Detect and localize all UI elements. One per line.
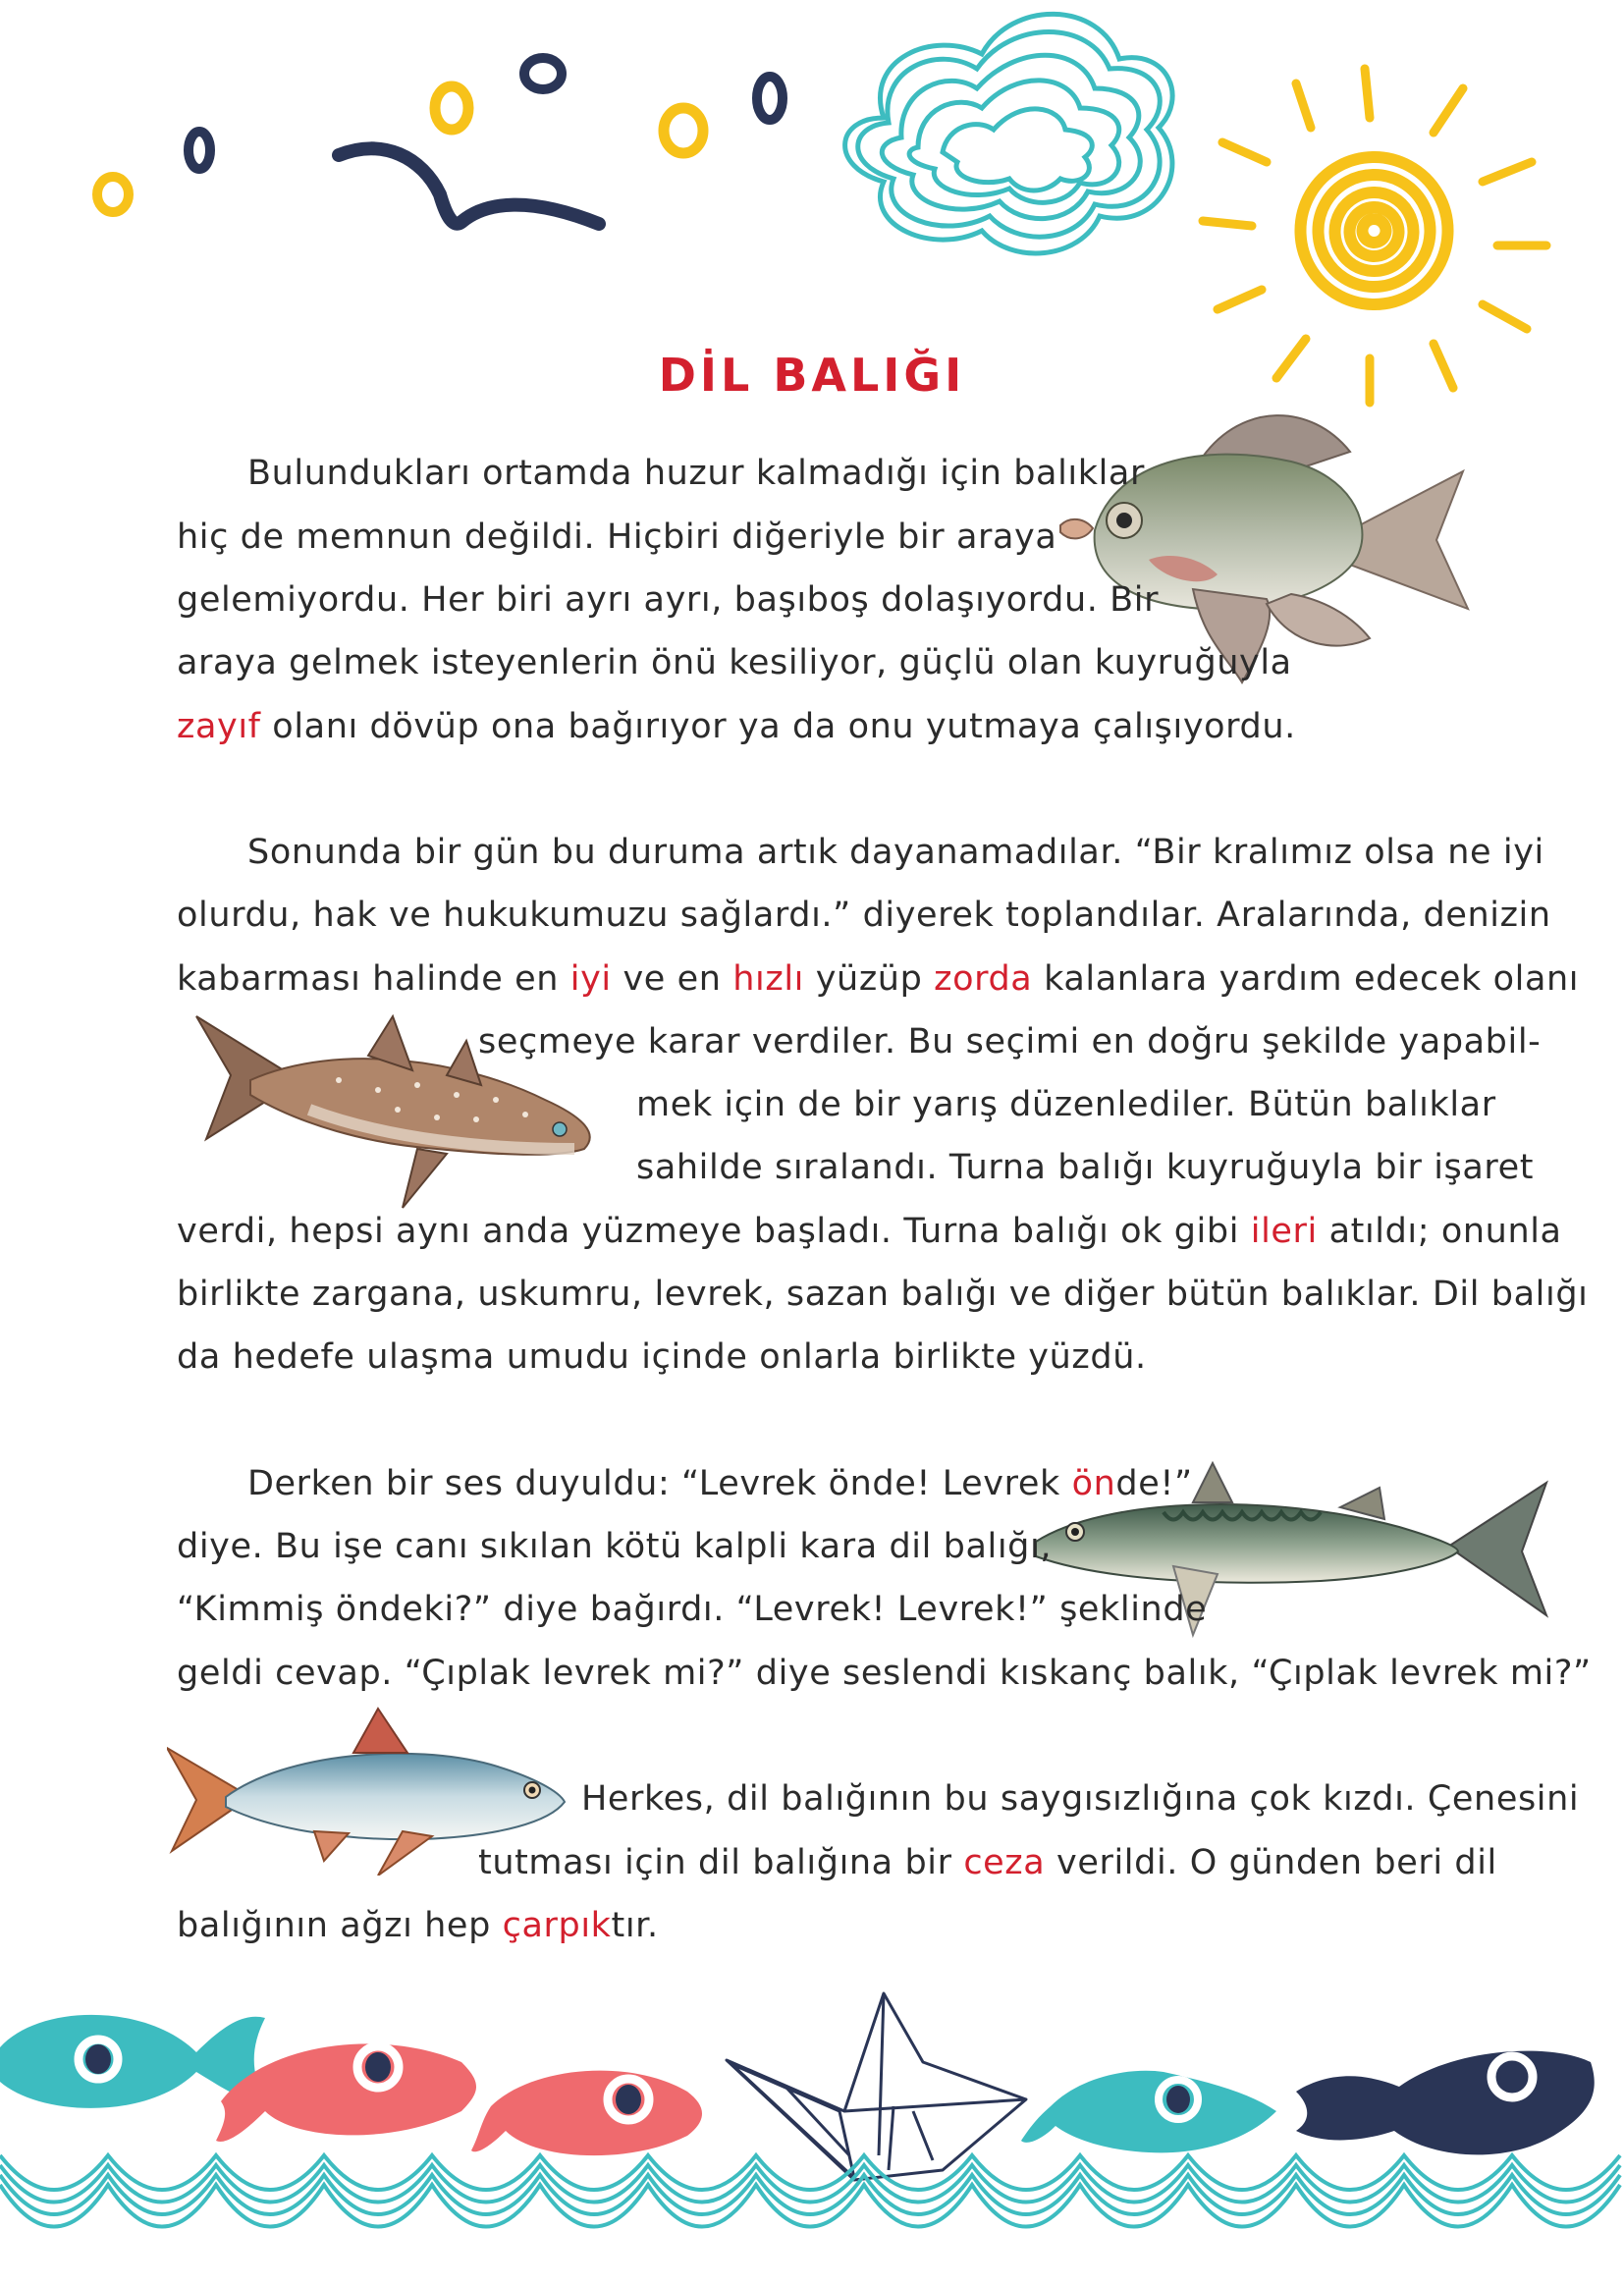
highlight-word: hızlı bbox=[732, 959, 804, 999]
highlight-word: çarpık bbox=[502, 1906, 612, 1945]
fish-icon bbox=[471, 2071, 702, 2156]
paragraph-3-line-7: balığının ağzı hep çarpıktır. bbox=[177, 1906, 659, 1945]
paper-boat-icon bbox=[727, 1993, 1026, 2180]
paragraph-2-line-4: seçmeye karar verdiler. Bu seçimi en doğru şekilde yapabil- bbox=[478, 1022, 1542, 1061]
paragraph-1-line-3: gelemiyordu. Her biri ayrı ayrı, başıboş dolaşıyordu. Bir bbox=[177, 580, 1160, 620]
paragraph-2-line-3: kabarması halinde en iyi ve en hızlı yüzüp zorda kalanlara yardım edecek olanı bbox=[177, 959, 1580, 999]
paragraph-3-line-4: geldi cevap. “Çıplak levrek mi?” diye seslendi kıskanç balık, “Çıplak levrek mi?” bbox=[177, 1654, 1592, 1693]
paragraph-1-line-4: araya gelmek isteyenlerin önü kesiliyor, güçlü olan kuyruğuyla bbox=[177, 643, 1292, 682]
highlight-word: ceza bbox=[963, 1843, 1046, 1882]
highlight-word: ön bbox=[1071, 1464, 1116, 1503]
wave-icon bbox=[0, 2155, 1620, 2227]
paragraph-2-line-6: sahilde sıralandı. Turna balığı kuyruğuyla bir işaret bbox=[636, 1148, 1535, 1187]
paragraph-1-line-5: zayıf olanı dövüp ona bağırıyor ya da onu yutmaya çalışıyordu. bbox=[177, 707, 1296, 746]
fish-icon bbox=[1021, 2071, 1276, 2153]
paragraph-2-line-7: verdi, hepsi aynı anda yüzmeye başladı. Turna balığı ok gibi ileri atıldı; onunla bbox=[177, 1212, 1562, 1251]
highlight-word: iyi bbox=[569, 959, 612, 999]
paragraph-3-line-1: Derken bir ses duyuldu: “Levrek önde! Levrek önde!” bbox=[247, 1464, 1193, 1503]
paragraph-3-line-3: “Kimmiş öndeki?” diye bağırdı. “Levrek! Levrek!” şeklinde bbox=[177, 1590, 1208, 1629]
paragraph-3-line-2: diye. Bu işe canı sıkılan kötü kalpli kara dil balığı, bbox=[177, 1527, 1053, 1566]
paragraph-2-line-1: Sonunda bir gün bu duruma artık dayanamadılar. “Bir kralımız olsa ne iyi bbox=[247, 833, 1544, 872]
highlight-word: ileri bbox=[1250, 1212, 1318, 1251]
paragraph-3-line-6: tutması için dil balığına bir ceza verildi. O günden beri dil bbox=[478, 1843, 1497, 1882]
paragraph-2-line-2: olurdu, hak ve hukukumuzu sağlardı.” diyerek toplandılar. Aralarında, denizin bbox=[177, 896, 1551, 935]
bottom-decoration bbox=[0, 1984, 1624, 2285]
highlight-word: zayıf bbox=[177, 707, 261, 746]
paragraph-3-line-5: Herkes, dil balığının bu saygısızlığına çok kızdı. Çenesini bbox=[581, 1779, 1580, 1819]
fish-icon bbox=[0, 2015, 265, 2108]
paragraph-1-line-1: Bulundukları ortamda huzur kalmadığı için balıklar bbox=[247, 454, 1145, 493]
page-title: DİL BALIĞI bbox=[658, 349, 966, 402]
fish-icon bbox=[216, 2043, 476, 2142]
paragraph-2-line-8: birlikte zargana, uskumru, levrek, sazan balığı ve diğer bütün balıklar. Dil balığı bbox=[177, 1275, 1589, 1314]
paragraph-2-line-5: mek için de bir yarış düzenlediler. Bütün balıklar bbox=[636, 1085, 1496, 1124]
paragraph-2-line-9: da hedefe ulaşma umudu içinde onlarla birlikte yüzdü. bbox=[177, 1337, 1147, 1377]
highlight-word: zorda bbox=[934, 959, 1033, 999]
fish-icon bbox=[1296, 2051, 1595, 2155]
paragraph-1-line-2: hiç de memnun değildi. Hiçbiri diğeriyle bir araya bbox=[177, 517, 1057, 557]
